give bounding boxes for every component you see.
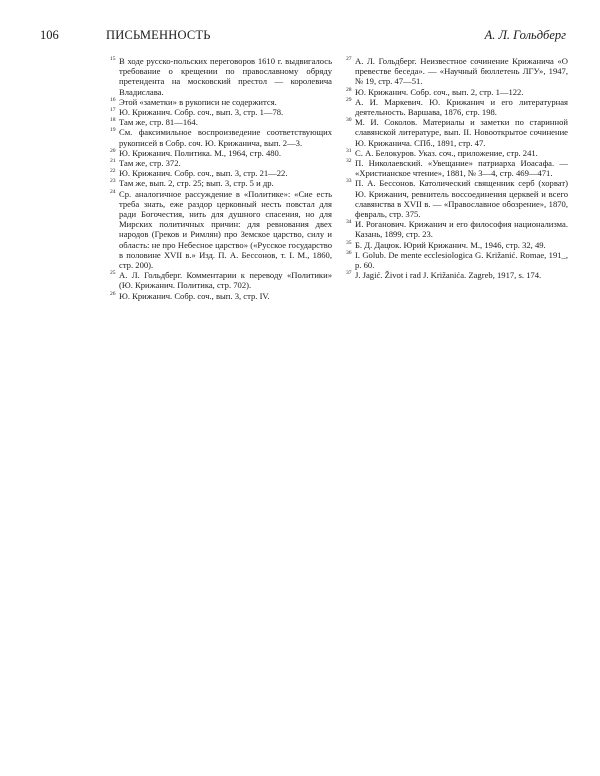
footnote-text: Ю. Крижанич. Собр. соч., вып. 3, стр. 1—78. bbox=[119, 107, 284, 118]
footnote-text: Ю. Крижанич. Политика. М., 1964, стр. 480. bbox=[119, 147, 281, 158]
running-author: А. Л. Гольдберг bbox=[484, 28, 566, 42]
footnote-number: 17 bbox=[110, 107, 116, 114]
footnote bbox=[346, 219, 568, 239]
footnote bbox=[346, 158, 568, 178]
footnote-number: 25 bbox=[110, 270, 116, 277]
footnote-number: 36 bbox=[346, 249, 352, 256]
footnote bbox=[110, 158, 332, 168]
footnote-text: П. А. Бессонов. Католический священник серб (хорват) Ю. Крижанич, ревнитель воссоединения церквей и всего славянства в XVII в. — «Православное обозрение», 1870, февраль, стр. 375. bbox=[355, 178, 568, 220]
footnote-text: А. Л. Гольдберг. Неизвестное сочинение Крижанича «О превестве беседа». — «Научный бюллетень ЛГУ», 1947, № 19, стр. 47—51. bbox=[355, 56, 568, 87]
footnote-text: J. Jagić. Život i rad J. Križanića. Zagreb, 1917, s. 174. bbox=[355, 270, 542, 281]
footnote bbox=[110, 189, 332, 271]
footnote-number: 34 bbox=[346, 219, 352, 226]
footnote-number: 31 bbox=[346, 147, 352, 154]
running-header bbox=[40, 28, 566, 46]
footnote bbox=[346, 148, 568, 158]
footnote-number: 24 bbox=[110, 188, 116, 195]
footnote bbox=[346, 270, 568, 280]
footnote-number: 16 bbox=[110, 96, 116, 103]
footnote-text: I. Golub. De mente ecclesiologica G. Križanić. Romae, 191_, p. 60. bbox=[355, 249, 568, 271]
footnote-number: 19 bbox=[110, 127, 116, 134]
footnote-text: Этой «заметки» в рукописи не содержится. bbox=[119, 96, 277, 107]
footnote-text: С. А. Белокуров. Указ. соч., приложение, стр. 241. bbox=[355, 147, 538, 158]
footnote bbox=[110, 107, 332, 117]
footnote bbox=[346, 250, 568, 270]
footnote-number: 28 bbox=[346, 86, 352, 93]
footnote-text: М. И. Соколов. Материалы и заметки по старинной славянской литературе, вып. II. Новооткрытое сочинение Ю. Крижанича. СПб., 1891, стр. 47. bbox=[355, 117, 568, 148]
footnote-text: А. Л. Гольдберг. Комментарии к переводу «Политики» (Ю. Крижанич. Политика, стр. 702). bbox=[119, 270, 332, 291]
footnote bbox=[110, 270, 332, 290]
footnote-text: Там же, стр. 372. bbox=[119, 158, 181, 169]
footnote-number: 23 bbox=[110, 178, 116, 185]
footnote-number: 35 bbox=[346, 239, 352, 246]
page-number: 106 bbox=[40, 28, 59, 42]
footnote-text: П. Николаевский. «Увещание» патриарха Иоасафа. — «Христианское чтение», 1881, № 3—4, стр. 469—471. bbox=[355, 158, 568, 179]
footnote-text: Б. Д. Дацюк. Юрий Крижанич. М., 1946, стр. 32, 49. bbox=[355, 239, 546, 250]
footnote-number: 26 bbox=[110, 290, 116, 297]
footnote-text: Ю. Крижанич. Собр. соч., вып. 2, стр. 1—122. bbox=[355, 86, 524, 97]
footnote bbox=[346, 87, 568, 97]
footnote bbox=[110, 117, 332, 127]
footnote bbox=[110, 56, 332, 97]
footnote bbox=[346, 97, 568, 117]
footnote bbox=[110, 148, 332, 158]
footnote-number: 18 bbox=[110, 117, 116, 124]
running-title: ПИСЬМЕННОСТЬ bbox=[106, 28, 211, 42]
footnote-text: См. факсимильное воспроизведение соответствующих рукописей в Собр. соч. Ю. Крижанича, вып. 2—3. bbox=[119, 127, 332, 148]
footnote-number: 15 bbox=[110, 56, 116, 62]
footnote bbox=[110, 127, 332, 147]
footnote-text: Ср. аналогичное рассуждение в «Политике»: «Сие есть треба знать, еже раздор церковный несть повстал для ради Богочестия, нить для душного спасения, но для Мирских политичных причин: для ревнования двех народов (Греков и Римлян) про Земское царство, силу и область: не про Небесное царство» («Русское государство в половине XVII в.» Изд. П. А. Бессонов, т. I. М., 1860, стр. 200). bbox=[119, 188, 332, 271]
footnote-text: Ю. Крижанич. Собр. соч., вып. 3, стр. IV. bbox=[119, 290, 270, 301]
footnote-number: 37 bbox=[346, 270, 352, 277]
footnote bbox=[110, 291, 332, 301]
footnote-number: 32 bbox=[346, 158, 352, 165]
footnote-number: 20 bbox=[110, 147, 116, 154]
footnote-text: Ю. Крижанич. Собр. соч., вып. 3, стр. 21—22. bbox=[119, 168, 288, 179]
footnote-number: 27 bbox=[346, 56, 352, 62]
footnote-text: Там же, стр. 81—164. bbox=[119, 117, 198, 128]
footnotes-right-column bbox=[346, 56, 568, 280]
footnote-text: В ходе русско-польских переговоров 1610 г. выдвигалось требование о крещении по православному обряду претендента на московский престол — королевича Владислава. bbox=[119, 56, 332, 97]
footnote-text: Там же, вып. 2, стр. 25; вып. 3, стр. 5 и др. bbox=[119, 178, 274, 189]
footnote-text: А. И. Маркевич. Ю. Крижанич и его литературная деятельность. Варшава, 1876, стр. 198. bbox=[355, 96, 568, 118]
footnote bbox=[110, 97, 332, 107]
footnote-text: И. Роганович. Крижанич и его философия национализма. Казань, 1899, стр. 23. bbox=[355, 219, 568, 240]
footnote bbox=[346, 240, 568, 250]
footnote bbox=[110, 168, 332, 178]
footnote-number: 22 bbox=[110, 168, 116, 175]
footnote-number: 29 bbox=[346, 96, 352, 103]
footnote bbox=[346, 117, 568, 148]
footnote bbox=[346, 178, 568, 219]
footnote bbox=[346, 56, 568, 87]
footnote-number: 30 bbox=[346, 117, 352, 124]
footnote-number: 33 bbox=[346, 178, 352, 185]
footnote-number: 21 bbox=[110, 158, 116, 165]
footnote bbox=[110, 178, 332, 188]
footnotes-left-column bbox=[110, 56, 332, 301]
